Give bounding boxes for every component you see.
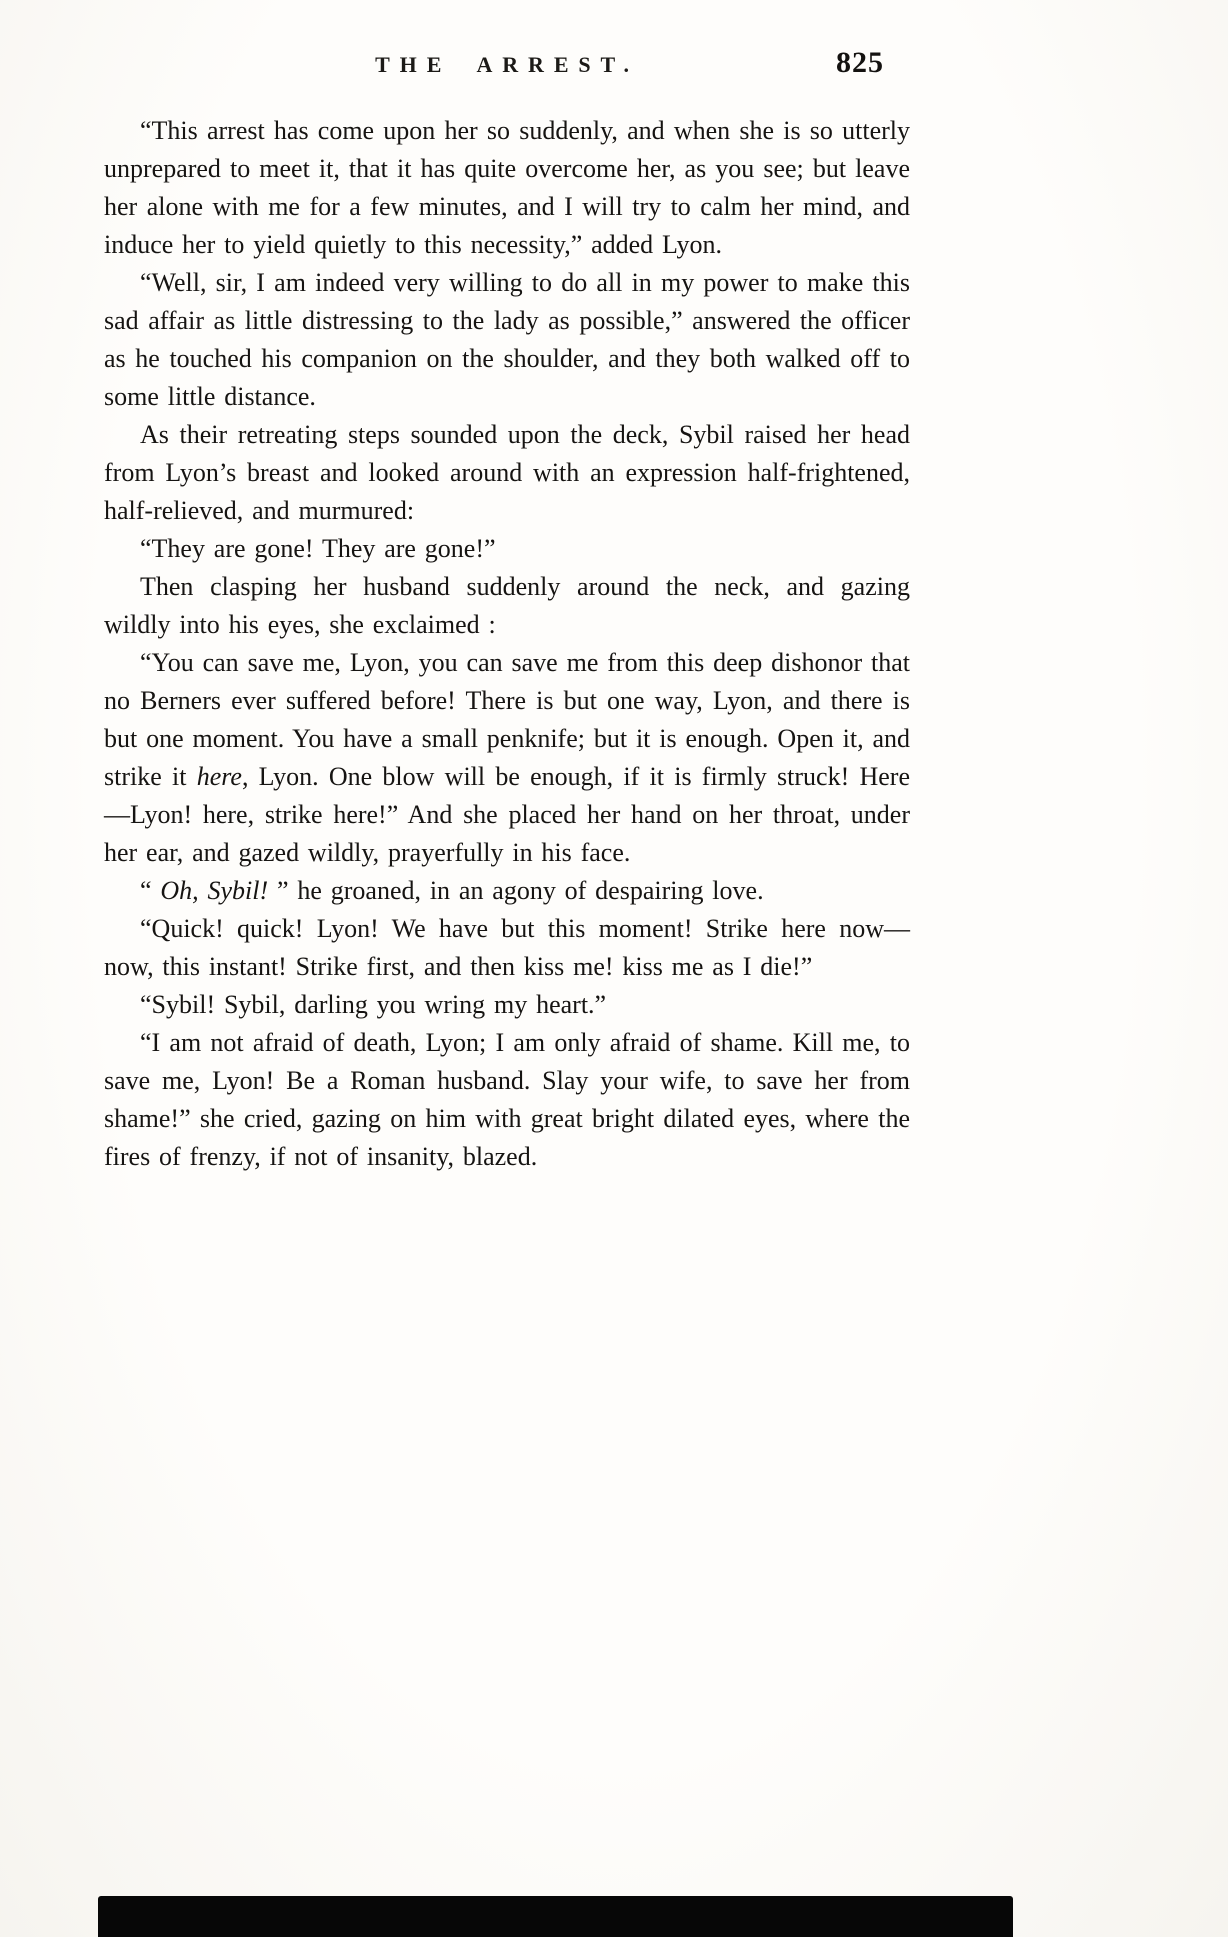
paragraph — [104, 530, 910, 568]
text-run: “They are gone! They are gone!” — [140, 534, 496, 563]
text-run: , Lyon. One blow will be enough, if it is firmly struck! Here—Lyon! here, strike here!” And she placed her hand on her throat, under her ear, and gazed wildly, prayerfully in his face. — [104, 762, 910, 867]
paragraph — [104, 1024, 910, 1176]
text-run: “Quick! quick! Lyon! We have but this moment! Strike here now—now, this instant! Strike first, and then kiss me! kiss me as I die!” — [104, 914, 910, 981]
text-run: “You can save me, Lyon, you can save me from this deep dishonor that no Berners ever suffered before! There is but one way, Lyon, and there is but one moment. You have a small penknife; but it is enough. Open it, and strike it — [104, 648, 910, 791]
text-run: “Sybil! Sybil, darling you wring my heart.” — [140, 990, 607, 1019]
paragraph — [104, 644, 910, 872]
text-run: “Well, sir, I am indeed very willing to do all in my power to make this sad affair as little distressing to the lady as possible,” answered the officer as he touched his companion on the shoulder, and they both walked off to some little distance. — [104, 268, 910, 411]
paragraph — [104, 872, 910, 910]
paragraph — [104, 416, 910, 530]
text-run: Then clasping her husband suddenly around the neck, and gazing wildly into his eyes, she exclaimed : — [104, 572, 910, 639]
paragraph — [104, 112, 910, 264]
paragraph — [104, 910, 910, 986]
text-run: “This arrest has come upon her so suddenly, and when she is so utterly unprepared to meet it, that it has quite overcome her, as you see; but leave her alone with me for a few minutes, and I will try to calm her mind, and induce her to yield quietly to this necessity,” added Lyon. — [104, 116, 910, 259]
paragraph — [104, 568, 910, 644]
paragraph — [104, 264, 910, 416]
page-header — [104, 46, 910, 88]
running-title: THE ARREST. — [375, 52, 639, 77]
page-body — [104, 112, 910, 1176]
scan-artifact-bar — [98, 1896, 1013, 1937]
page-number: 825 — [836, 46, 884, 79]
text-run: “I am not afraid of death, Lyon; I am only afraid of shame. Kill me, to save me, Lyon! Be a Roman husband. Slay your wife, to save her from shame!” she cried, gazing on him with great bright dilated eyes, where the fires of frenzy, if not of insanity, blazed. — [104, 1028, 910, 1171]
text-run: “ — [140, 876, 161, 905]
text-run: As their retreating steps sounded upon the deck, Sybil raised her head from Lyon’s breast and looked around with an expression half-frightened, half-relieved, and murmured: — [104, 420, 910, 525]
paragraph — [104, 986, 910, 1024]
italic-text-run: here — [196, 762, 242, 791]
text-run: ” he groaned, in an agony of despairing love. — [268, 876, 764, 905]
italic-text-run: Oh, Sybil! — [160, 876, 269, 905]
